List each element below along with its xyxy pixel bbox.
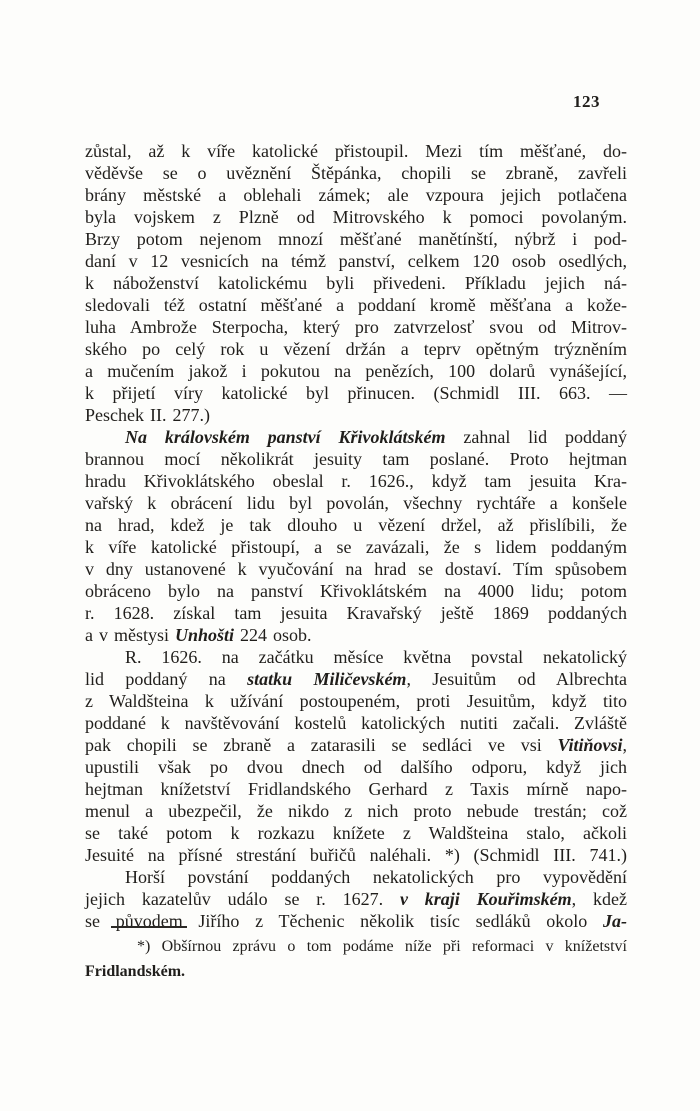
text-segment: lid poddaný na — [85, 669, 248, 689]
text-line — [85, 338, 627, 360]
emphasized-text: Vitiňovsi — [557, 735, 623, 755]
text-segment: byla vojskem z Plzně od Mitrovského k pomoci povolaným. — [85, 207, 627, 227]
text-segment: k přijetí víry katolické byl přinucen. (Schmidl III. 663. — — [85, 383, 627, 403]
text-line — [85, 959, 627, 984]
text-line — [85, 558, 627, 580]
text-line — [85, 888, 627, 910]
text-line — [85, 690, 627, 712]
text-segment: zůstal, až k víře katolické přistoupil. Mezi tím měšťané, do- — [85, 141, 627, 161]
text-line — [85, 404, 627, 426]
text-segment: r. 1628. získal tam jesuita Kravařský ještě 1869 poddaných — [85, 603, 627, 623]
text-line — [85, 492, 627, 514]
text-line — [85, 162, 627, 184]
text-segment: a mučením jakož i pokutou na penězích, 100 dolarů vynášející, — [85, 361, 627, 381]
text-line — [85, 866, 627, 888]
text-line — [85, 316, 627, 338]
text-line — [85, 184, 627, 206]
text-line — [85, 800, 627, 822]
footnote-rule — [111, 926, 187, 928]
text-segment: poddané k navštěvování kostelů katolických nutiti začali. Zvláště — [85, 713, 627, 733]
text-segment: jejich kazatelův událo se r. 1627. — [85, 889, 400, 909]
text-segment: luha Ambrože Sterpocha, který pro zatvrzelosť svou od Mitrov- — [85, 317, 627, 337]
text-line — [85, 250, 627, 272]
emphasized-text: Ja- — [603, 911, 627, 931]
text-line — [85, 668, 627, 690]
text-line — [85, 228, 627, 250]
text-line — [85, 756, 627, 778]
emphasized-text: v kraji Kouřimském — [399, 889, 572, 909]
text-line — [85, 470, 627, 492]
text-segment: z Waldšteina k užívání postoupeném, proti Jesuitům, když tito — [85, 691, 627, 711]
text-segment: Peschek II. 277.) — [85, 405, 210, 425]
text-line — [85, 910, 627, 932]
text-line — [85, 646, 627, 668]
text-line — [85, 206, 627, 228]
text-segment: Fridlandském. — [85, 963, 186, 980]
text-segment: upustili však po dvou dnech od dalšího odporu, když jich — [85, 757, 627, 777]
page-number: 123 — [573, 92, 600, 111]
text-line — [85, 822, 627, 844]
text-segment: k náboženství katolickému byli přivedeni. Příkladu jejich ná- — [85, 273, 627, 293]
text-segment: , — [622, 735, 627, 755]
text-segment: v dny ustanovené k vyučování na hrad se dostaví. Tím spůsobem — [85, 559, 627, 579]
text-segment: Jesuité na přísné strestání buřičů naléhali. *) (Schmidl III. 741.) — [85, 845, 627, 865]
text-segment: 224 osob. — [234, 625, 312, 645]
text-segment: , Jesuitům od Albrechta — [406, 669, 627, 689]
text-segment: brannou mocí několikrát jesuity tam poslané. Proto hejtman — [85, 449, 627, 469]
text-segment: zahnal lid poddaný — [445, 427, 627, 447]
text-line — [85, 426, 627, 448]
text-segment: sledovali též ostatní měšťané a poddaní kromě měšťana a kože- — [85, 295, 627, 315]
text-line — [85, 360, 627, 382]
text-line — [85, 140, 627, 162]
text-segment: obráceno bylo na panství Křivoklátském na 4000 lidu; potom — [85, 581, 627, 601]
text-segment: Brzy potom nejenom mnozí měšťané manětínští, nýbrž i pod- — [85, 229, 627, 249]
emphasized-text: Unhošti — [175, 625, 235, 645]
text-segment: pak chopili se zbraně a zatarasili se sedláci ve vsi — [85, 735, 558, 755]
text-segment: hradu Křivoklátského obeslal r. 1626., když tam jesuita Kra- — [85, 471, 627, 491]
text-line — [85, 514, 627, 536]
text-line — [85, 580, 627, 602]
text-segment: věděvše se o uvěznění Štěpánka, chopili se zbraně, zavřeli — [85, 163, 627, 183]
text-line — [85, 382, 627, 404]
text-segment: a v městysi — [85, 625, 175, 645]
text-line — [85, 536, 627, 558]
text-line — [85, 294, 627, 316]
emphasized-text: Na královském panství Křivoklátském — [125, 427, 446, 447]
text-line — [85, 712, 627, 734]
text-segment: vařský k obrácení lidu byl povolán, všechny rychtáře a konšele — [85, 493, 627, 513]
text-segment: R. 1626. na začátku měsíce května povstal nekatolický — [125, 647, 627, 667]
text-line — [85, 624, 627, 646]
text-line — [85, 778, 627, 800]
emphasized-text: statku Miličevském — [247, 669, 407, 689]
text-line — [85, 448, 627, 470]
text-line — [85, 844, 627, 866]
text-segment: hejtman knížetství Fridlandského Gerhard z Taxis mírně napo- — [85, 779, 627, 799]
text-segment: se původem Jiřího z Těchenic několik tisíc sedláků okolo — [85, 911, 603, 931]
footnote-text — [85, 934, 627, 984]
text-segment: Horší povstání poddaných nekatolických pro vypovědění — [125, 867, 627, 887]
text-segment: k víře katolické přistoupí, a se zavázali, že s lidem poddaným — [85, 537, 627, 557]
text-segment: *) Obšírnou zprávu o tom podáme níže při reformaci v knížetství — [137, 938, 627, 955]
text-line — [85, 934, 627, 959]
text-line — [85, 734, 627, 756]
body-text — [85, 140, 627, 932]
text-line — [85, 272, 627, 294]
text-segment: se také potom k rozkazu knížete z Waldšteina stalo, ačkoli — [85, 823, 627, 843]
text-line — [85, 602, 627, 624]
text-segment: , kdež — [571, 889, 627, 909]
text-segment: ského po celý rok u vězení držán a teprv opětným trýzněním — [85, 339, 627, 359]
text-segment: na hrad, kdež je tak dlouho u vězení držel, až přislíbili, že — [85, 515, 627, 535]
text-segment: brány městské a oblehali zámek; ale vzpoura jejich potlačena — [85, 185, 627, 205]
text-segment: menul a ubezpečil, že nikdo z nich proto nebude trestán; což — [85, 801, 627, 821]
text-segment: daní v 12 vesnicích na témž panství, celkem 120 osob osedlých, — [85, 251, 627, 271]
